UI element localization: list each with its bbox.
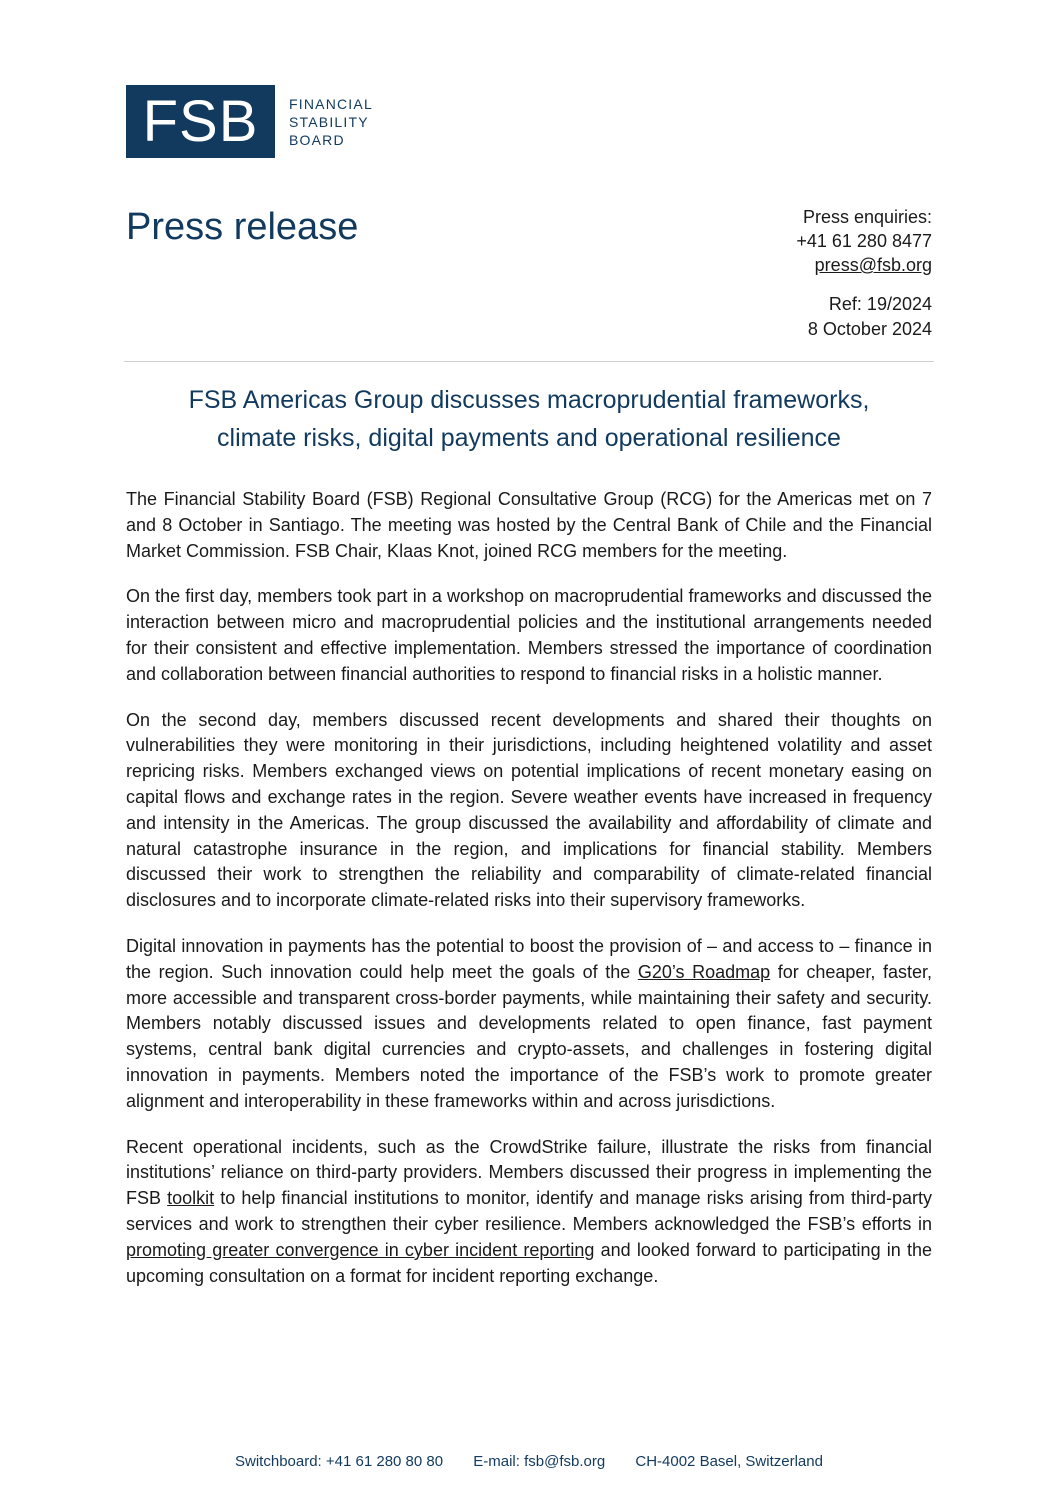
footer-switchboard: Switchboard: +41 61 280 80 80 (235, 1453, 444, 1470)
paragraph-3: On the second day, members discussed recent developments and shared their thoughts on vulnerabilities they were monitoring in their jurisdictions, including heightened volatility and asset repricing risks. Members exchanged views on potential implications of recent monetary easing on capital flows and exchange rates in the region. Severe weather events have increased in frequency and intensity in the Americas. The group discussed the availability and affordability of climate and natural catastrophe insurance in the region, and implications for financial stability. Members discussed their work to strengthen the reliability and comparability of climate-related financial disclosures and to incorporate climate-related risks into their supervisory frameworks. (126, 709, 932, 911)
press-contact (796, 205, 932, 277)
paragraph-4-text-b: for cheaper, faster, more accessible and transparent cross-border payments, while maintaining their safety and security. Members notably discussed issues and developments related to open finance, fast payment systems, central bank digital currencies and crypto-assets, and challenges in fostering digital innovation in payments. Members noted the importance of the FSB’s work to promote greater alignment and interoperability in these frameworks within and across jurisdictions. (126, 961, 933, 1111)
release-date: 8 October 2024 (807, 319, 932, 339)
paragraph-5-text-c: and looked forward to participating in the upcoming consultation on a format for incident reporting exchange. (126, 1239, 933, 1286)
cyber-incident-reporting-link[interactable]: promoting greater convergence in cyber incident reporting (126, 1239, 595, 1260)
logo-line-board: BOARD (289, 132, 345, 148)
enquiries-label: Press enquiries: (802, 207, 932, 227)
footer (0, 1453, 1058, 1470)
footer-email: E-mail: fsb@fsb.org (473, 1453, 606, 1470)
page-title: Press release (126, 206, 359, 248)
paragraph-5 (126, 1135, 932, 1290)
paragraph-4 (126, 934, 932, 1115)
logo-line-financial: FINANCIAL (289, 96, 373, 112)
footer-address: CH-4002 Basel, Switzerland (635, 1453, 823, 1470)
press-phone: +41 61 280 8477 (796, 231, 932, 251)
logo-wordmark (289, 95, 373, 149)
paragraph-1: The Financial Stability Board (FSB) Regional Consultative Group (RCG) for the Americas met on 7 and 8 October in Santiago. The meeting was hosted by the Central Bank of Chile and the Financial Market Commission. FSB Chair, Klaas Knot, joined RCG members for the meeting. (126, 489, 932, 561)
headline-line-2: climate risks, digital payments and operational resilience (217, 424, 841, 452)
paragraph-2: On the first day, members took part in a workshop on macroprudential frameworks and discussed the interaction between micro and macroprudential policies and the institutional arrangements needed for their consistent and effective implementation. Members stressed the importance of coordination and collaboration between financial authorities to respond to financial risks in a holistic manner. (126, 586, 932, 684)
paragraph-4-text-a: Digital innovation in payments has the potential to boost the provision of – and access to – finance in the region. Such innovation could help meet the goals of the (126, 935, 932, 982)
logo-mark: FSB (126, 85, 275, 158)
header-divider (124, 361, 934, 362)
paragraph-5-text-b: to help financial institutions to monitor, identify and manage risks arising from third-party services and work to strengthen their cyber resilience. Members acknowledged the FSB’s efforts in (126, 1188, 932, 1234)
g20-roadmap-link[interactable]: G20’s Roadmap (637, 961, 771, 982)
toolkit-link[interactable]: toolkit (167, 1188, 215, 1209)
ref-number: Ref: 19/2024 (828, 294, 932, 314)
headline (124, 381, 934, 457)
release-reference (808, 292, 932, 342)
press-email-link[interactable]: press@fsb.org (814, 255, 932, 275)
logo-line-stability: STABILITY (289, 114, 369, 130)
article-body (126, 487, 932, 1309)
paragraph-5-text-a: Recent operational incidents, such as the CrowdStrike failure, illustrate the risks from financial institutions’ reliance on third-party providers. Members discussed their progress in implementing the FSB (126, 1136, 932, 1209)
fsb-logo (126, 85, 373, 158)
headline-line-1: FSB Americas Group discusses macroprudential frameworks, (188, 386, 870, 414)
